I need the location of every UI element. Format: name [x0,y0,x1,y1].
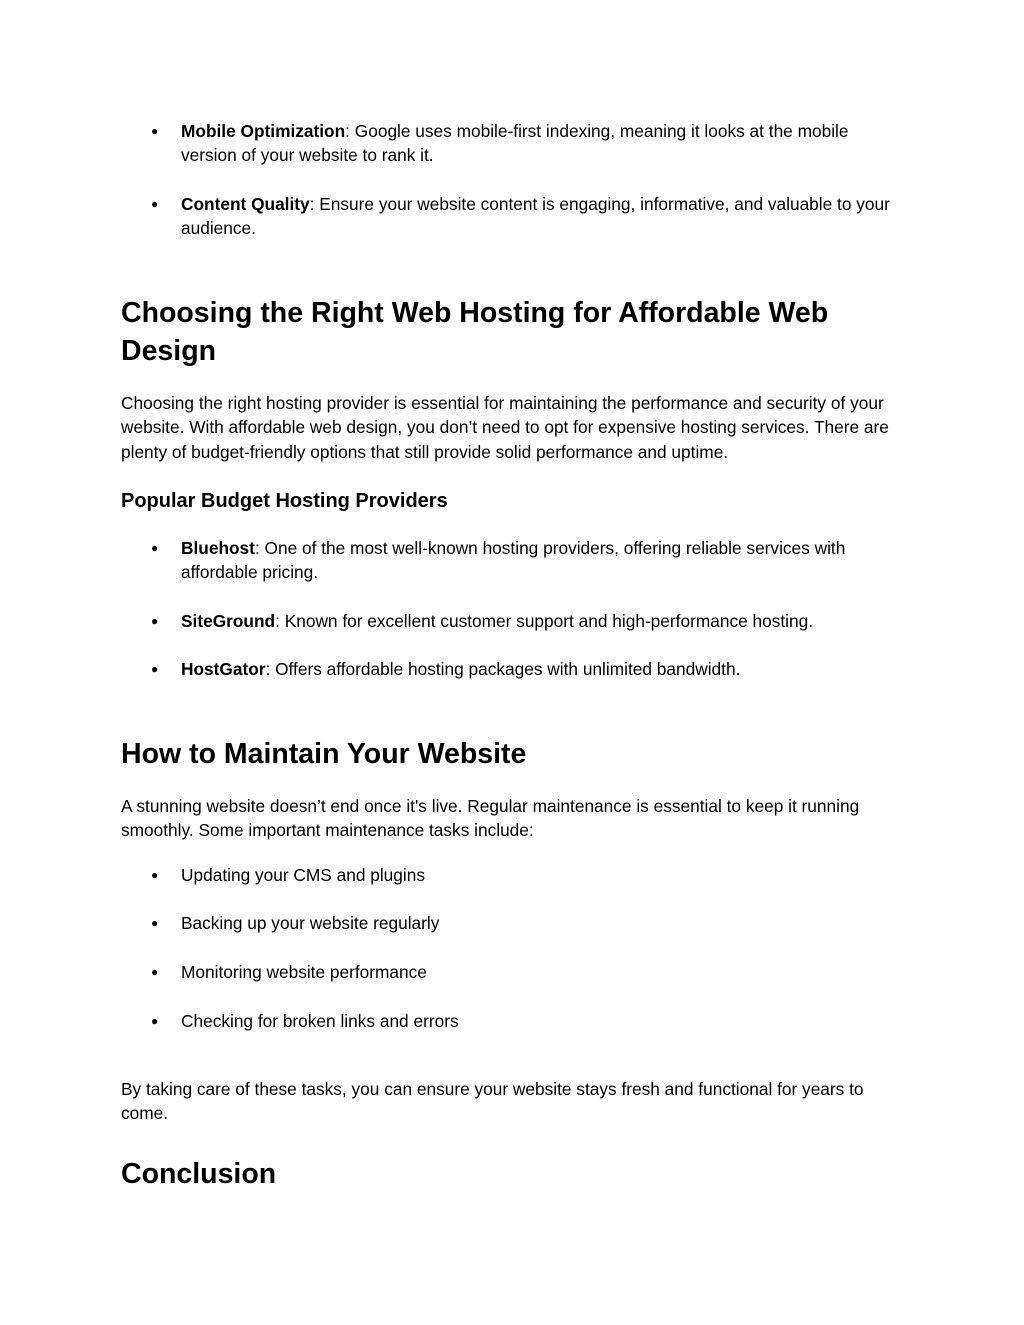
bullet-icon: ● [151,916,159,930]
bullet-icon: ● [151,868,159,882]
task-text: Monitoring website performance [181,962,427,982]
section-heading-hosting: Choosing the Right Web Hosting for Affordable Web Design [121,297,829,367]
bullet-icon: ● [151,1014,159,1028]
list-item-description: : Ensure your website content is engaging, informative, and valuable to your audience. [181,194,890,239]
section-heading-conclusion: Conclusion [121,1158,277,1190]
list-item-description: : Google uses mobile-first indexing, meaning it looks at the mobile version of your website to rank it. [181,121,849,166]
list-item [121,960,901,984]
list-item [121,863,901,887]
bullet-icon: ● [151,541,159,555]
list-item [121,119,901,168]
list-item-description: : Known for excellent customer support and high-performance hosting. [275,611,814,631]
list-item [121,1009,901,1033]
hosting-paragraph: Choosing the right hosting provider is essential for maintaining the performance and security of your website. With affordable web design, you don’t need to opt for expensive hosting services. There are plenty of budget-friendly options that still provide solid performance and uptime. [121,393,889,462]
list-item [121,911,901,935]
list-item-term: Content Quality [181,194,310,214]
list-item-term: HostGator [181,659,266,679]
list-item [121,657,901,681]
list-item [121,192,901,241]
section-heading-maintain: How to Maintain Your Website [121,738,527,770]
bullet-icon: ● [151,662,159,676]
list-item-description: : Offers affordable hosting packages with unlimited bandwidth. [265,659,741,679]
task-text: Checking for broken links and errors [181,1011,459,1031]
bullet-icon: ● [151,197,159,211]
bullet-icon: ● [151,124,159,138]
maintain-closing-paragraph: By taking care of these tasks, you can ensure your website stays fresh and functional for years to come. [121,1079,864,1124]
subheading-budget-hosting: Popular Budget Hosting Providers [121,490,448,512]
list-item-term: Bluehost [181,538,255,558]
maintain-paragraph: A stunning website doesn’t end once it's live. Regular maintenance is essential to keep it running smoothly. Some important maintenance tasks include: [121,796,860,841]
list-item [121,609,901,633]
list-item-description: : One of the most well-known hosting providers, offering reliable services with affordable pricing. [181,538,846,583]
list-item-term: Mobile Optimization [181,121,346,141]
task-text: Backing up your website regularly [181,913,440,933]
list-item-term: SiteGround [181,611,276,631]
task-text: Updating your CMS and plugins [181,865,425,885]
bullet-icon: ● [151,965,159,979]
list-item [121,536,901,585]
bullet-icon: ● [151,614,159,628]
